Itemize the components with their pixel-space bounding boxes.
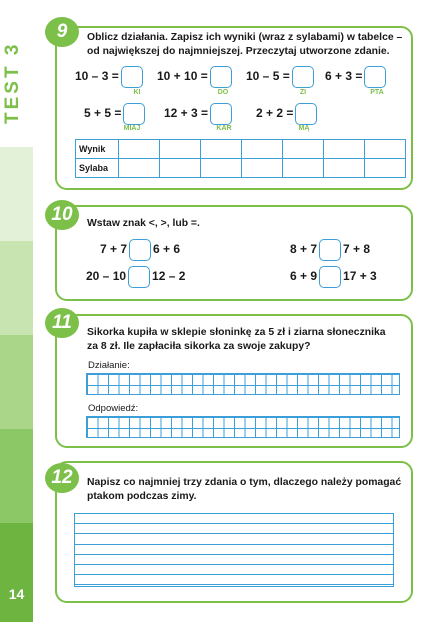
- equation-2: 10 + 10 =: [157, 66, 232, 88]
- task-10-instruction: Wstaw znak <, >, lub =.: [87, 218, 200, 229]
- syllable-label: ZI: [299, 89, 307, 96]
- table-cell[interactable]: [119, 159, 160, 178]
- task-10-badge: 10: [45, 200, 79, 230]
- page-number: 14: [8, 586, 25, 602]
- equation-4: 6 + 3 =: [325, 66, 386, 88]
- answer-box[interactable]: [292, 66, 314, 88]
- task-11-instruction: Sikorka kupiła w sklepie słoninkę za 5 zł i ziarna słonecznika za 8 zł. Ile zapłaciła sikorka za swoje zakupy?: [87, 327, 386, 352]
- table-header-result: Wynik: [76, 140, 119, 159]
- answer-box[interactable]: [210, 66, 232, 88]
- answer-box[interactable]: [210, 103, 232, 125]
- answer-box[interactable]: [364, 66, 386, 88]
- table-cell[interactable]: [365, 159, 406, 178]
- side-strip-band-1: [0, 147, 33, 241]
- sign-box[interactable]: [319, 266, 341, 288]
- answer-label: Odpowiedź:: [88, 403, 139, 414]
- table-cell[interactable]: [365, 140, 406, 159]
- syllable-label: MĄ: [298, 125, 310, 132]
- table-cell[interactable]: [324, 140, 365, 159]
- syllable-label: DO: [217, 89, 229, 96]
- comparison-4: 6 + 9 17 + 3: [290, 266, 377, 288]
- comparison-3: 20 – 10 12 – 2: [86, 266, 185, 288]
- syllable-label: KI: [133, 89, 141, 96]
- syllable-label: MIAJ: [123, 125, 141, 132]
- table-cell[interactable]: [201, 140, 242, 159]
- task-9-badge: 9: [45, 17, 79, 47]
- operation-grid[interactable]: [86, 373, 400, 395]
- syllable-label: PTA: [370, 89, 384, 96]
- task-12-instruction: Napisz co najmniej trzy zdania o tym, dlaczego należy pomagać ptakom podczas zimy.: [87, 477, 402, 502]
- table-cell[interactable]: [283, 159, 324, 178]
- sign-box[interactable]: [319, 239, 341, 261]
- equation-1: 10 – 3 =: [75, 66, 143, 88]
- equation-7: 2 + 2 =: [256, 103, 317, 125]
- test-label: TEST 3: [2, 41, 23, 125]
- equation-6: 12 + 3 =: [164, 103, 232, 125]
- equation-3: 10 – 5 =: [246, 66, 314, 88]
- writing-lines[interactable]: [74, 513, 394, 587]
- task-11-badge: 11: [45, 308, 79, 338]
- task-12-badge: 12: [45, 463, 79, 493]
- answer-box[interactable]: [121, 66, 143, 88]
- table-cell[interactable]: [283, 140, 324, 159]
- table-cell[interactable]: [160, 159, 201, 178]
- operation-label: Działanie:: [88, 360, 130, 371]
- answer-box[interactable]: [295, 103, 317, 125]
- result-table: [75, 139, 406, 178]
- table-header-syllable: Sylaba: [76, 159, 119, 178]
- syllable-label: KAR: [216, 125, 232, 132]
- comparison-2: 8 + 7 7 + 8: [290, 239, 370, 261]
- side-strip-band-3: [0, 335, 33, 429]
- equation-5: 5 + 5 =: [84, 103, 145, 125]
- side-strip-band-4: [0, 429, 33, 523]
- answer-grid[interactable]: [86, 416, 400, 438]
- sign-box[interactable]: [128, 266, 150, 288]
- table-cell[interactable]: [242, 140, 283, 159]
- answer-box[interactable]: [123, 103, 145, 125]
- table-cell[interactable]: [324, 159, 365, 178]
- table-cell[interactable]: [119, 140, 160, 159]
- side-strip-band-2: [0, 241, 33, 335]
- task-9-instruction: Oblicz działania. Zapisz ich wyniki (wraz z sylabami) w tabelce – od największej do najmniejszej. Przeczytaj utworzone zdanie.: [87, 32, 403, 57]
- side-strip-band-5: [0, 523, 33, 622]
- table-cell[interactable]: [160, 140, 201, 159]
- sign-box[interactable]: [129, 239, 151, 261]
- table-cell[interactable]: [242, 159, 283, 178]
- comparison-1: 7 + 7 6 + 6: [100, 239, 180, 261]
- table-cell[interactable]: [201, 159, 242, 178]
